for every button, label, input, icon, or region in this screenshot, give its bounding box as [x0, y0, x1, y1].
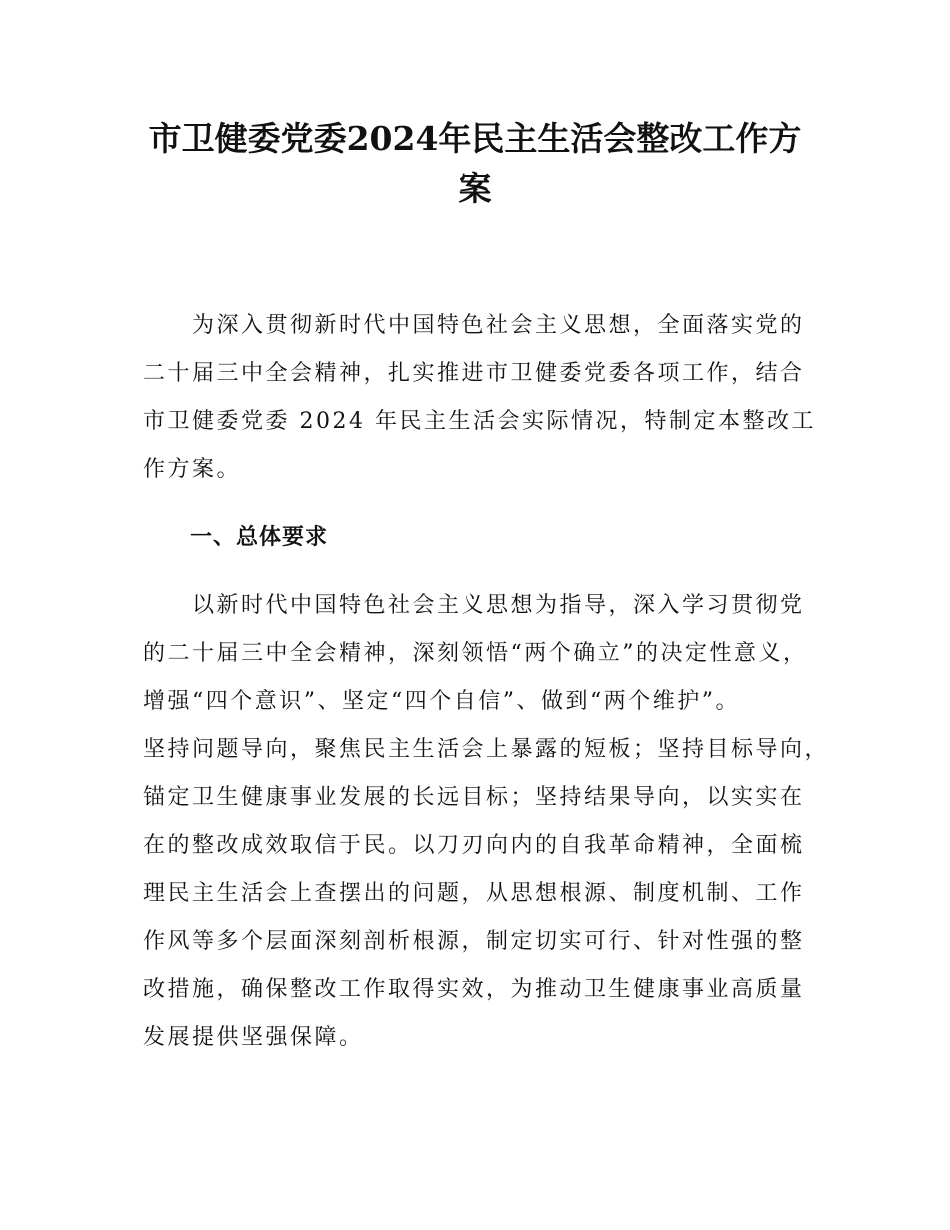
paragraph-line: 作风等多个层面深刻剖析根源，制定切实可行、针对性强的整: [143, 929, 805, 954]
paragraph-line: 坚持问题导向，聚焦民主生活会上暴露的短板；坚持目标导向，: [143, 737, 830, 762]
paragraph-line: 发展提供坚强保障。: [143, 1025, 364, 1050]
title-line: 案: [458, 169, 492, 208]
paragraph-line: 作方案。: [143, 457, 242, 482]
paragraph-line: 二十届三中全会精神，扎实推进市卫健委党委各项工作，结合: [143, 361, 805, 386]
paragraph-line: 改措施，确保整改工作取得实效，为推动卫生健康事业高质量: [143, 977, 805, 1002]
section-heading: 一、总体要求: [190, 525, 329, 550]
intro-paragraph: [143, 302, 823, 494]
document-title: [110, 114, 840, 214]
paragraph-line: 理民主生活会上查摆出的问题，从思想根源、制度机制、工作: [143, 881, 805, 906]
paragraph-line: 市卫健委党委 2024 年民主生活会实际情况，特制定本整改工: [143, 409, 816, 434]
paragraph-line: 增强“四个意识”、坚定“四个自信”、做到“两个维护”。: [143, 689, 740, 714]
paragraph-line: 为深入贯彻新时代中国特色社会主义思想，全面落实党的: [143, 313, 805, 338]
paragraph-line: 在的整改成效取信于民。以刀刃向内的自我革命精神，全面梳: [143, 833, 805, 858]
paragraph-line: 以新时代中国特色社会主义思想为指导，深入学习贯彻党: [143, 593, 805, 618]
section-paragraph: [143, 582, 830, 1062]
paragraph-line: 锚定卫生健康事业发展的长远目标；坚持结果导向，以实实在: [143, 785, 805, 810]
title-line: 市卫健委党委2024年民主生活会整改工作方: [148, 119, 802, 158]
paragraph-line: 的二十届三中全会精神，深刻领悟“两个确立”的决定性意义，: [143, 641, 808, 666]
